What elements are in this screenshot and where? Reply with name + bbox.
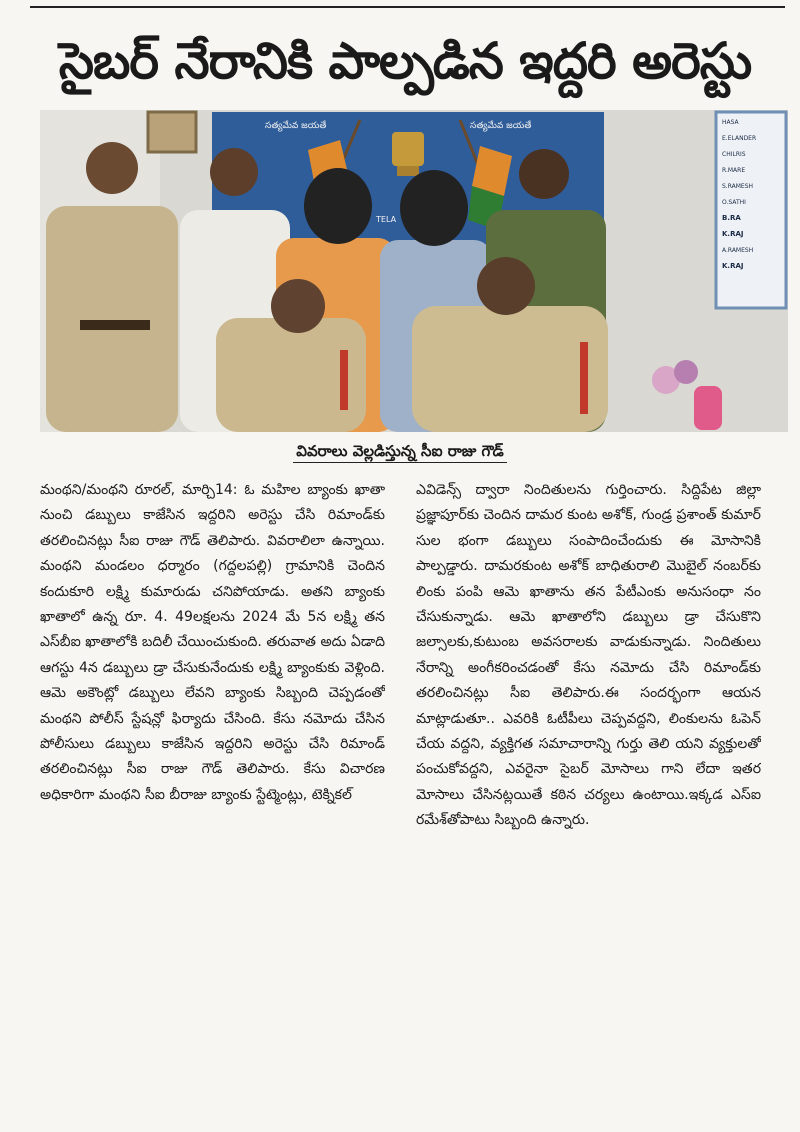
svg-text:CHILRIS: CHILRIS	[722, 151, 746, 158]
headline: సైబర్ నేరానికి పాల్పడిన ఇద్దరి అరెస్టు	[58, 32, 752, 90]
banner-text-right: సత్యమేవ జయతే	[470, 121, 532, 131]
svg-text:HASA: HASA	[722, 119, 739, 126]
body-column-left	[40, 478, 385, 1114]
svg-text:O.SATHI: O.SATHI	[722, 199, 746, 206]
body-paragraph-left: మంథని/మంథని రూరల్, మార్చి14: ఓ మహిల బ్యాంకు ఖాతా నుంచి డబ్బులు కాజేసిన ఇద్దరిని అరెస్టు చేసి రిమాండ్‌కు తరలించినట్లు సీఐ రాజు గౌడ్ తెలిపారు. వివరాలిలా ఉన్నాయి. మంథని మండలం ధర్మారం (గద్దలపల్లి) గ్రామానికి చెందిన కందుకూరి లక్ష్మి కుమారుడు చనిపోయాడు. అతని బ్యాంకు ఖాతాలో ఉన్న రూ. 4. 49లక్షలను 2024 మే 5న లక్ష్మి తన ఎస్‌బీఐ ఖాతాలోకి బదిలీ చేయించుకుంది. తరువాత అదు ఏడాది ఆగస్టు 4న డబ్బులు డ్రా చేసుకునేందుకు లక్ష్మి బ్యాంకుకు వెళ్లింది. ఆమె అకౌంట్లో డబ్బులు లేవని బ్యాంకు సిబ్బంది చెప్పడంతో మంథని పోలీస్ స్టేషన్లో ఫిర్యాదు చేసింది. కేసు నమోదు చేసిన పోలీసులు డబ్బులు కాజేసిన ఇద్దరిని అరెస్టు చేసి రిమాండ్ తరలించినట్లు సీఐ రాజు గౌడ్ తెలిపారు. కేసు విచారణ అధికారిగా మంథని సీఐ బీరాజు బ్యాంకు స్టేట్మెంట్లు, టెక్నికల్	[40, 482, 385, 803]
banner-text-left: సత్యమేవ జయతే	[265, 121, 327, 131]
svg-text:B.RA: B.RA	[722, 214, 741, 222]
photo-caption-text: వివరాలు వెల్లడిస్తున్న సీఐ రాజు గౌడ్	[293, 442, 506, 463]
top-rule	[30, 6, 785, 8]
photo-caption	[0, 436, 800, 466]
body-paragraph-right: ఎవిడెన్స్ ద్వారా నిందితులను గుర్తించారు. సిద్దిపేట జిల్లా ప్రజ్ఞాపూర్‌కు చెందిన దామర కుంట అశోక్, గుండ్ర ప్రశాంత్ కుమార్ సుల భంగా డబ్బులు సంపాదించేందుకు ఈ మోసానికి పాల్పడ్డారు. దామరకుంట అశోక్ బాధితురాలి మొబైల్ నంబర్‌కు లింకు పంపి ఆమె ఖాతాను తన పేటీఎంకు అనుసంధా నం చేసుకున్నాడు. ఆమె ఖాతాలోని డబ్బులు డ్రా చేసుకొని జల్సాలకు,కుటుంబ అవసరాలకు వాడుకున్నాడు. నిందితులు నేరాన్ని అంగీకరించడంతో కేసు నమోదు చేసి రిమాండ్‌కు తరలించినట్లు సీఐ తెలిపారు.ఈ సందర్భంగా ఆయన మాట్లాడుతూ.. ఎవరికి ఓటీపీలు చెప్పవద్దని, లింకులను ఓపెన్ చేయ వద్దని, వ్యక్తిగత సమాచారాన్ని గుర్తు తెలి యని వ్యక్తులతో పంచుకోవద్దని, ఎవరైనా సైబర్ మోసాలు గాని లేదా ఇతర మోసాలు చేసినట్లయితే కఠిన చర్యలు ఉంటాయి.ఇక్కడ ఎస్ఐ రమేశ్‌తోపాటు సిబ్బంది ఉన్నారు.	[416, 482, 761, 829]
svg-text:K.RAJ: K.RAJ	[722, 230, 744, 238]
svg-text:E.ELANDER: E.ELANDER	[722, 135, 757, 142]
svg-text:R.MARE: R.MARE	[722, 167, 746, 174]
svg-text:S.RAMESH: S.RAMESH	[722, 183, 754, 190]
svg-text:A.RAMESH: A.RAMESH	[722, 247, 754, 254]
body-column-right	[416, 478, 761, 1114]
svg-text:K.RAJ: K.RAJ	[722, 262, 744, 270]
wall-frame	[148, 112, 196, 152]
news-photo	[40, 110, 788, 432]
duty-board	[716, 112, 786, 308]
banner-text-side: TELA	[376, 215, 397, 224]
